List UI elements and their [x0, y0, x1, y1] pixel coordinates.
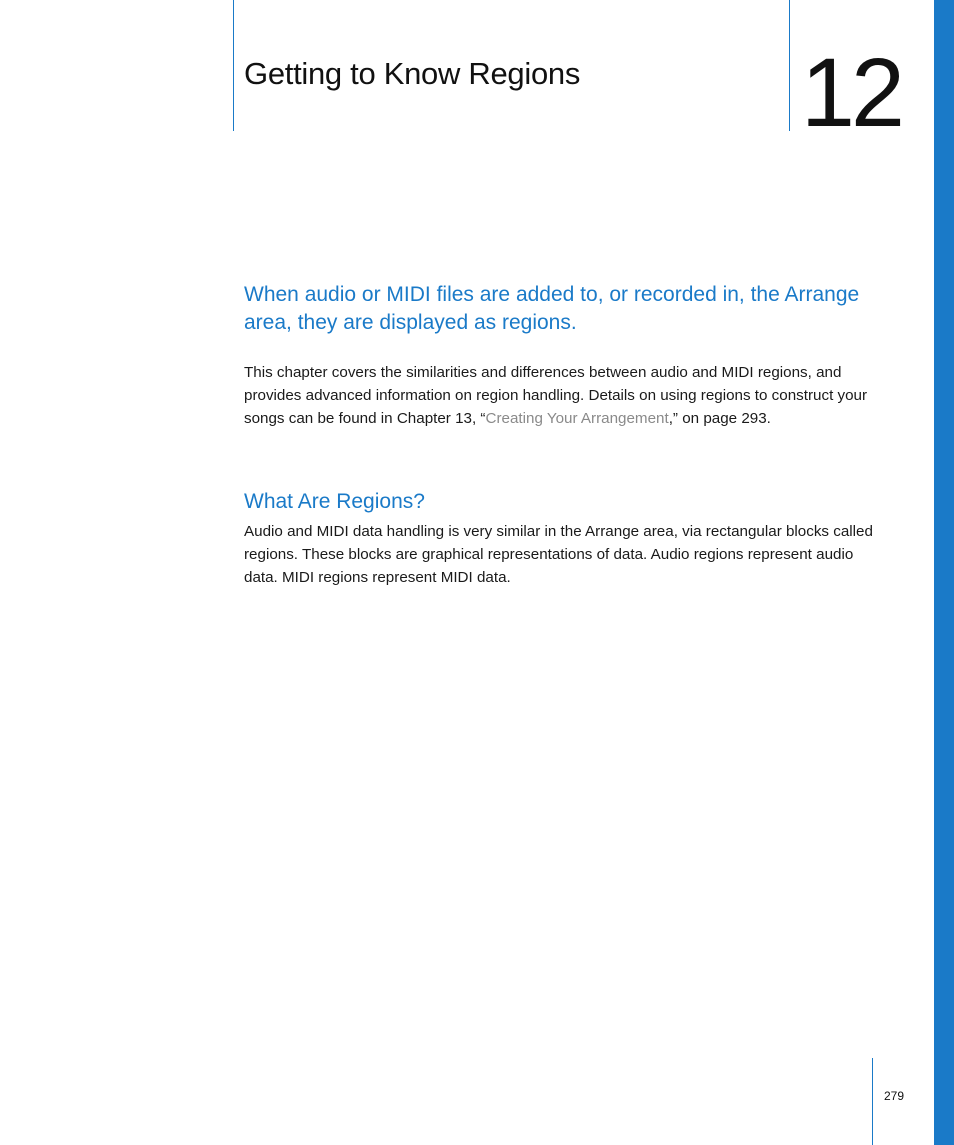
header-rule-left — [233, 0, 234, 131]
chapter-side-tab — [934, 0, 954, 1145]
intro-paragraph-tail: ,” on page 293. — [668, 410, 771, 427]
intro-paragraph — [244, 361, 869, 430]
section-paragraph: Audio and MIDI data handling is very similar in the Arrange area, via rectangular blocks called regions. These blocks are graphical representations of data. Audio regions represent audio data. MIDI regions represent MIDI data. — [244, 523, 873, 586]
footer-rule — [872, 1058, 873, 1145]
intro-paragraph-text: This chapter covers the similarities and differences between audio and MIDI regions, and provides advanced information on region handling. Details on using regions to construct your songs can be found in Chapter 13, “ — [244, 364, 868, 427]
chapter-number: 12 — [801, 38, 901, 147]
chapter-title: Getting to Know Regions — [244, 56, 581, 91]
header-rule-right — [789, 0, 790, 131]
page-number: 279 — [884, 1089, 905, 1103]
cross-reference-link[interactable]: Creating Your Arrangement — [485, 410, 669, 427]
intro-heading: When audio or MIDI files are added to, or recorded in, the Arrange area, they are displayed as regions. — [244, 283, 860, 334]
section-heading: What Are Regions? — [244, 490, 425, 513]
